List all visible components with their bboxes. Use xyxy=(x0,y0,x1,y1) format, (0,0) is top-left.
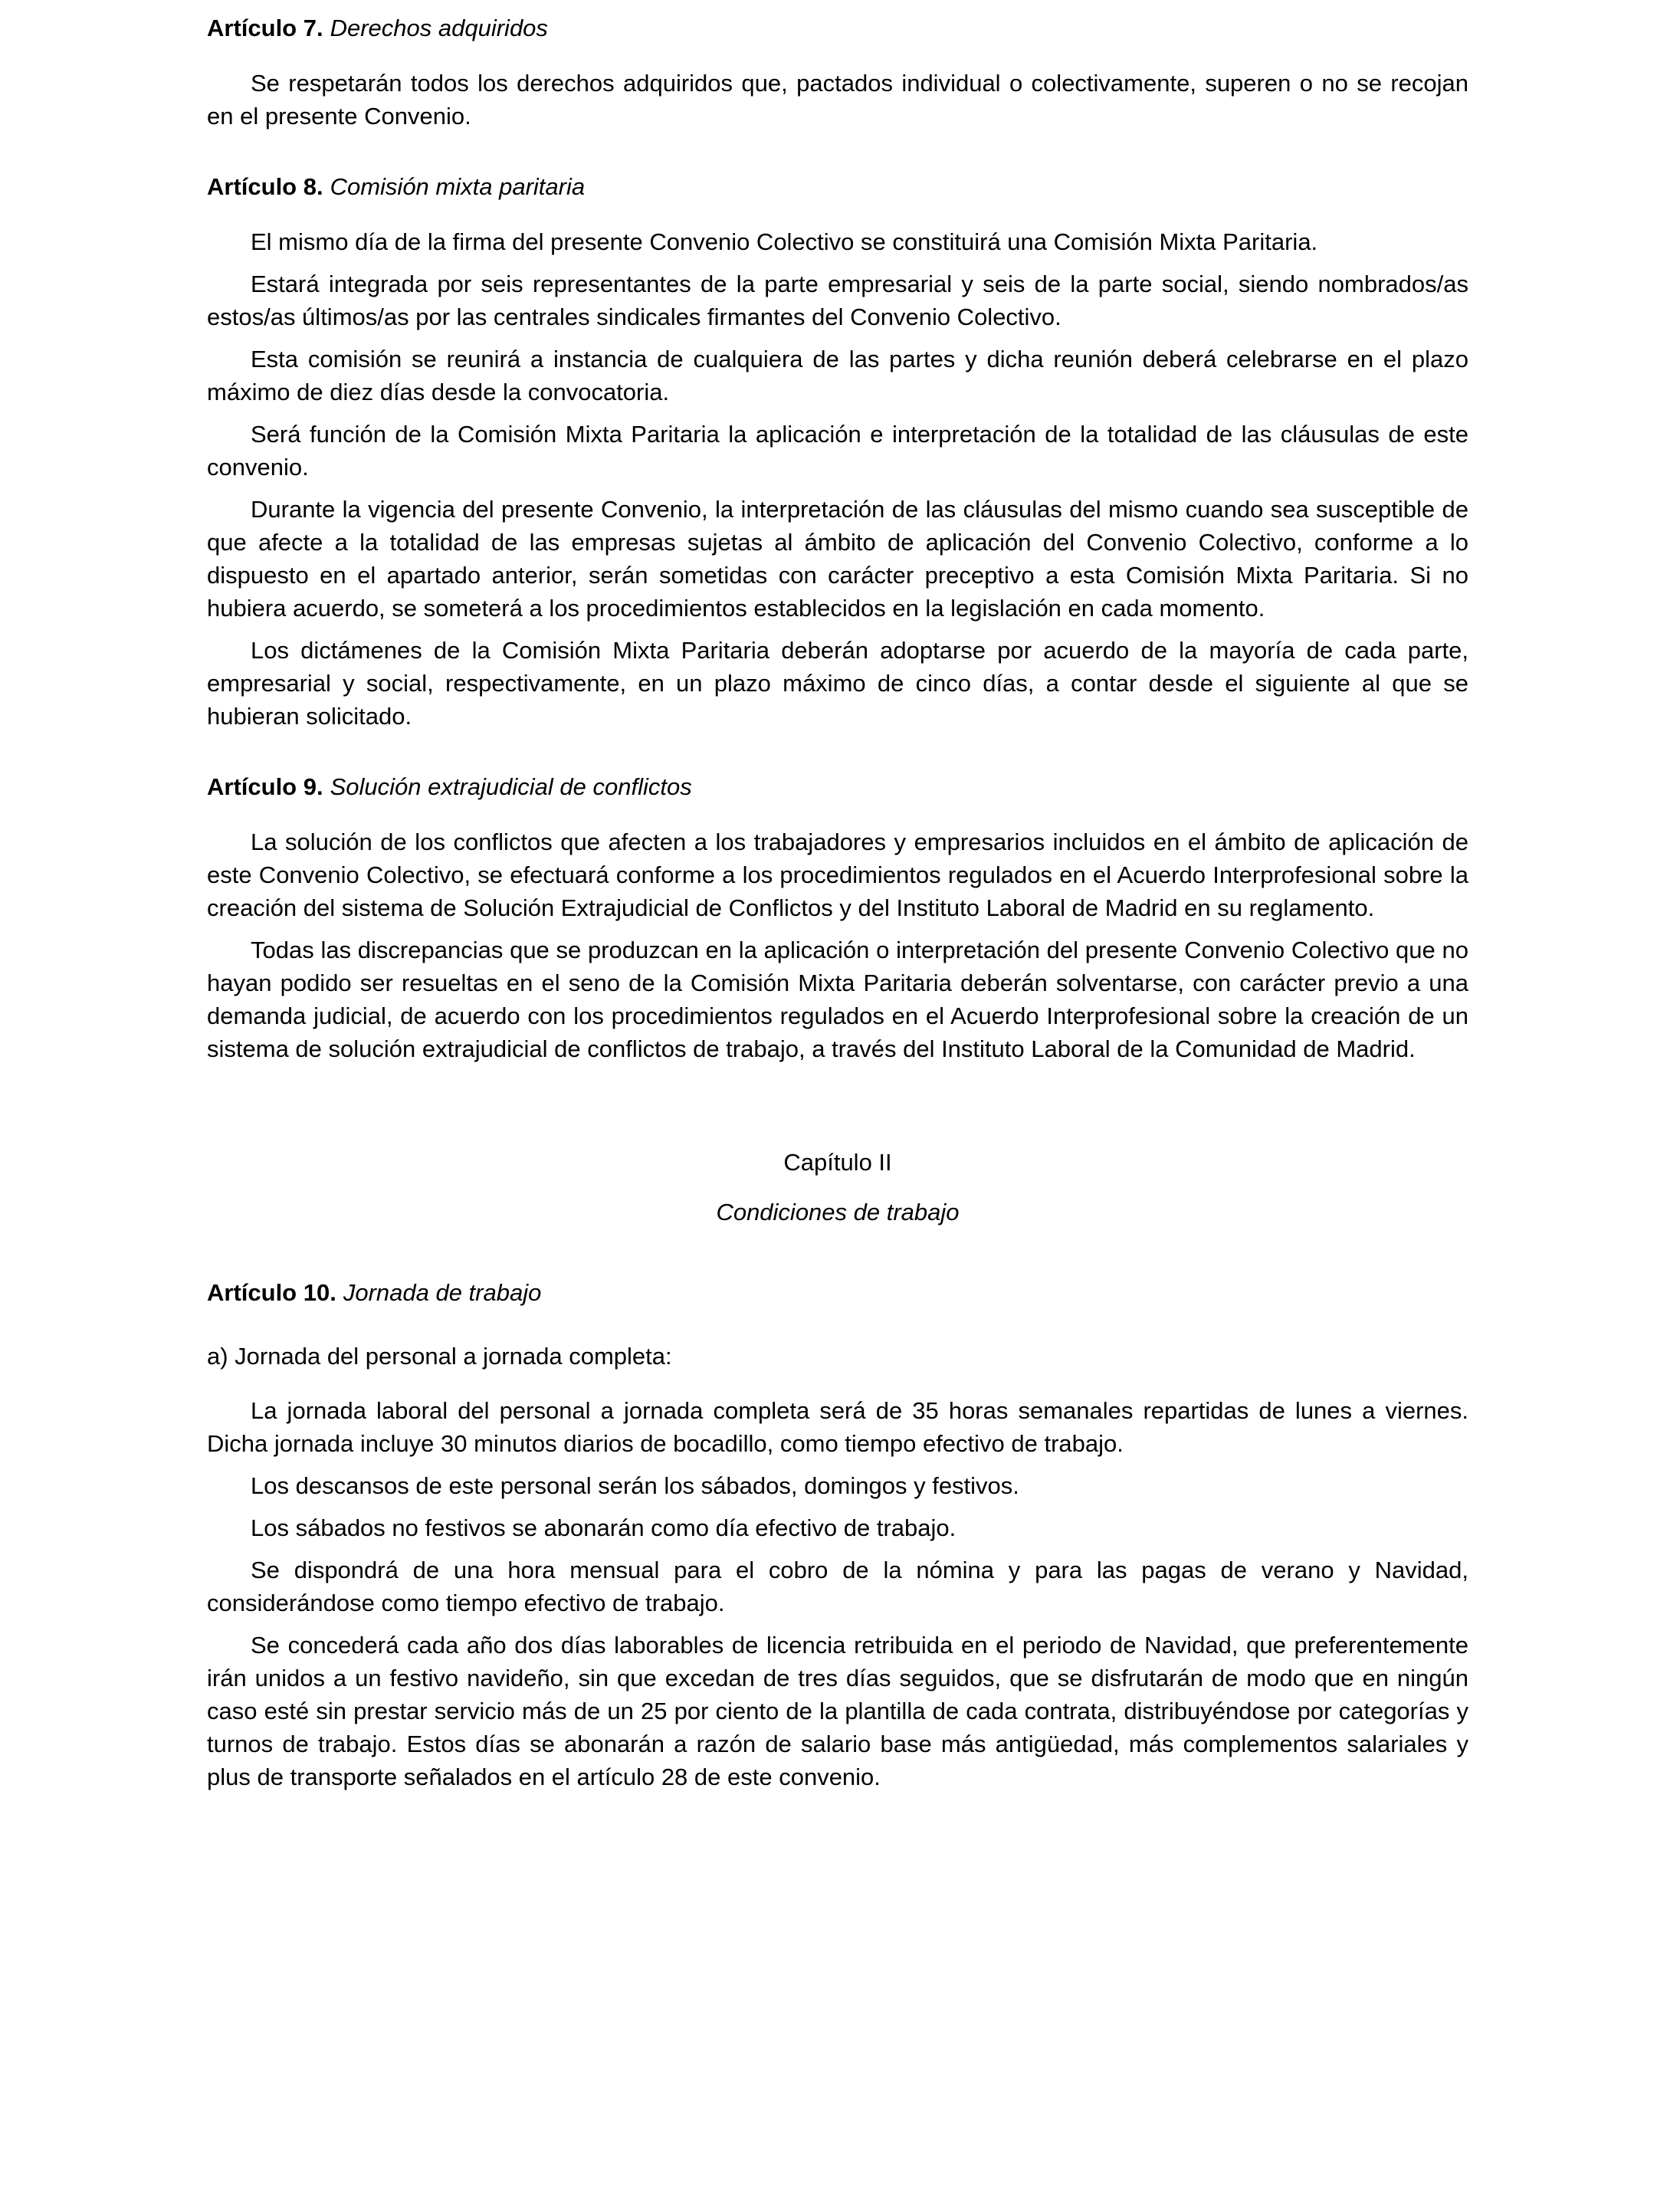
subpoint-a-jornada-completa: a) Jornada del personal a jornada completa: xyxy=(207,1343,672,1370)
paragraph-sabados-no-festivos: Los sábados no festivos se abonarán como día efectivo de trabajo. xyxy=(251,1514,956,1541)
article-7-number: Artículo 7. xyxy=(207,15,323,41)
article-10-heading xyxy=(207,1276,1468,1309)
article-7-heading xyxy=(207,11,1468,44)
article-9-number: Artículo 9. xyxy=(207,773,323,800)
paragraph-discrepancias: Todas las discrepancias que se produzcan en la aplicación o interpretación del presente Convenio Colectivo que no hayan podido ser resueltas en el seno de la Comisión Mixta Paritaria deberán solventarse, con carácter previo a una demanda judicial, de acuerdo con los procedimientos regulados en el Acuerdo Interprofesional sobre la creación de un sistema de solución extrajudicial de conflictos de trabajo, a través del Instituto Laboral de la Comunidad de Madrid. xyxy=(207,937,1468,1062)
article-10-title: Jornada de trabajo xyxy=(343,1279,542,1306)
paragraph-funcion-comision: Será función de la Comisión Mixta Paritaria la aplicación e interpretación de la totalidad de las cláusulas de este convenio. xyxy=(207,421,1468,481)
article-9-heading xyxy=(207,770,1468,803)
article-10-number: Artículo 10. xyxy=(207,1279,336,1306)
article-7-title: Derechos adquiridos xyxy=(330,15,548,41)
paragraph-descansos: Los descansos de este personal serán los sábados, domingos y festivos. xyxy=(251,1472,1019,1499)
article-8-heading xyxy=(207,170,1468,203)
article-8-title: Comisión mixta paritaria xyxy=(330,173,586,200)
article-9-title: Solución extrajudicial de conflictos xyxy=(330,773,692,800)
paragraph-jornada-laboral: La jornada laboral del personal a jornada completa será de 35 horas semanales repartidas de lunes a viernes. Dicha jornada incluye 30 minutos diarios de bocadillo, como tiempo efectivo de trabajo. xyxy=(207,1397,1468,1457)
paragraph-interpretacion-clausulas: Durante la vigencia del presente Convenio, la interpretación de las cláusulas del mismo cuando sea susceptible de que afecte a la totalidad de las empresas sujetas al ámbito de aplicación del Convenio Colectivo, conforme a lo dispuesto en el apartado anterior, serán sometidas con carácter preceptivo a esta Comisión Mixta Paritaria. Si no hubiera acuerdo, se someterá a los procedimientos establecidos en la legislación en cada momento. xyxy=(207,496,1468,622)
paragraph-integracion-comision: Estará integrada por seis representantes de la parte empresarial y seis de la parte social, siendo nombrados/as estos/as últimos/as por las centrales sindicales firmantes del Convenio Colectivo. xyxy=(207,271,1468,330)
chapter-2-heading: Capítulo II xyxy=(783,1149,892,1176)
paragraph-dictamenes-comision: Los dictámenes de la Comisión Mixta Paritaria deberán adoptarse por acuerdo de la mayoría de cada parte, empresarial y social, respectivamente, en un plazo máximo de cinco días, a contar desde el siguiente al que se hubieran solicitado. xyxy=(207,637,1468,730)
paragraph-hora-mensual-nomina: Se dispondrá de una hora mensual para el cobro de la nómina y para las pagas de verano y Navidad, considerándose como tiempo efectivo de trabajo. xyxy=(207,1557,1468,1616)
paragraph-licencia-navidad: Se concederá cada año dos días laborables de licencia retribuida en el periodo de Navidad, que preferentemente irán unidos a un festivo navideño, sin que excedan de tres días seguidos, que se disfrutarán de modo que en ningún caso esté sin prestar servicio más de un 25 por ciento de la plantilla de cada contrata, distribuyéndose por categorías y turnos de trabajo. Estos días se abonarán a razón de salario base más antigüedad, más complementos salariales y plus de transporte señalados en el artículo 28 de este convenio. xyxy=(207,1632,1468,1790)
paragraph-derechos-adquiridos: Se respetarán todos los derechos adquiridos que, pactados individual o colectivamente, superen o no se recojan en el presente Convenio. xyxy=(207,70,1468,130)
paragraph-reunion-comision: Esta comisión se reunirá a instancia de cualquiera de las partes y dicha reunión deberá celebrarse en el plazo máximo de diez días desde la convocatoria. xyxy=(207,346,1468,405)
article-8-number: Artículo 8. xyxy=(207,173,323,200)
paragraph-solucion-conflictos: La solución de los conflictos que afecten a los trabajadores y empresarios incluidos en el ámbito de aplicación de este Convenio Colectivo, se efectuará conforme a los procedimientos regulados en el Acuerdo Interprofesional sobre la creación del sistema de Solución Extrajudicial de Conflictos y del Instituto Laboral de Madrid en su reglamento. xyxy=(207,828,1468,921)
chapter-2-subtitle: Condiciones de trabajo xyxy=(716,1199,960,1225)
paragraph-constitucion-comision: El mismo día de la firma del presente Convenio Colectivo se constituirá una Comisión Mixta Paritaria. xyxy=(251,228,1318,255)
